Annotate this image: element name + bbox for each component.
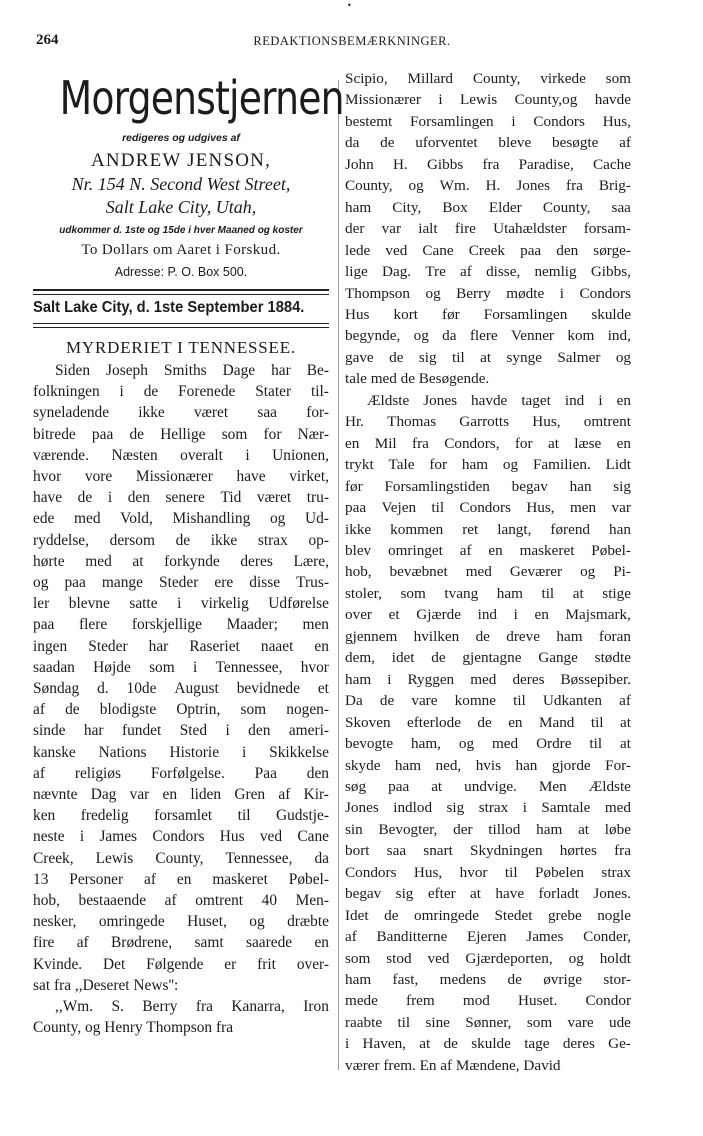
masthead-rules (33, 289, 329, 295)
text-line: bort saa snart Skydningen hørtes fra (345, 842, 631, 860)
masthead-schedule: udkommer d. 1ste og 15de i hver Maaned og koster (59, 225, 303, 236)
column-divider (338, 80, 339, 1070)
text-line: af religiøs Forfølgelse. Paa den (33, 764, 329, 782)
text-line: i Haven, at de skulde tage deres Ge- (345, 1035, 631, 1053)
masthead-address-2: Salt Lake City, Utah, (105, 197, 257, 217)
text-line: County, og Henry Thompson fra (33, 1019, 234, 1037)
text-line: Søndag d. 10de August bevidnede et (33, 680, 329, 698)
text-line: ryddelse, dersom de ikke strax op- (33, 531, 329, 549)
text-line: hob, bestaaende af omtrent 40 Men- (33, 892, 329, 910)
rule-line (33, 323, 329, 324)
article-heading: MYRDERIET I TENNESSEE. (66, 338, 296, 357)
text-line: Thompson og Berry mødte i Condors (345, 284, 631, 302)
rule-line (33, 294, 329, 295)
masthead-price: To Dollars om Aaret i Forskud. (81, 242, 281, 258)
dateline: Salt Lake City, d. 1ste September 1884. (33, 299, 305, 316)
text-line: nesker, omringede Huset, og dræbte (33, 913, 329, 931)
masthead-postal-address: Adresse: P. O. Box 500. (114, 265, 248, 279)
text-line: lede ved Cane Creek paa den sørge- (345, 241, 631, 259)
text-line: Skoven efterlode de en Mand til at (345, 713, 631, 731)
text-line: County, og Wm. H. Jones fra Brig- (345, 177, 631, 195)
article-body-left (33, 360, 329, 1039)
text-line: værende. Næsten overalt i Unionen, (33, 446, 329, 464)
text-line: sin Bevogter, der tillod ham at løbe (345, 820, 631, 838)
text-line: Creek, Lewis County, Tennessee, da (33, 849, 329, 867)
text-line: af Banditterne Ejeren James Conder, (345, 928, 631, 946)
running-title: REDAKTIONSBEMÆRKNINGER. (253, 34, 451, 48)
text-line: der var ialt fire Utahældster forsam- (345, 220, 631, 238)
text-line: nævnte Dag var en liden Gren af Kir- (33, 786, 329, 804)
text-line: mede frem mod Huset. Condor (345, 992, 631, 1010)
text-line: en Mil fra Condors, for at læse en (345, 434, 631, 452)
text-line: neste i James Condors Hus ved Cane (33, 828, 329, 846)
page-number: 264 (36, 32, 59, 48)
masthead-address-1: Nr. 154 N. Second West Street, (71, 174, 291, 194)
text-line: Scipio, Millard County, virkede som (345, 70, 631, 87)
rule-line (33, 289, 329, 291)
text-line: skyde ham ned, hvis han gjorde For- (345, 756, 631, 774)
text-line: bitrede paa de Hellige som for Nær- (33, 425, 329, 443)
text-line: da de uforventet bleve besøgte af (345, 134, 631, 152)
text-line: tale med de Besøgende. (345, 370, 490, 388)
text-line: gave de sig til at synge Salmer og (345, 348, 631, 366)
text-line: ingen Steder har Raseriet naaet en (33, 637, 329, 655)
text-line: Idet de omringede Stedet grebe nogle (345, 906, 631, 924)
text-line: Siden Joseph Smiths Dage har Be- (55, 362, 329, 379)
text-line: Hr. Thomas Garrotts Hus, omtrent (345, 413, 631, 431)
text-line: ikke kommen ret langt, førend han (345, 520, 631, 538)
text-line: bestemt Forsamlingen i Condors Hus, (345, 112, 631, 130)
text-line: have de i den senere Tid været tru- (33, 489, 329, 507)
rule-line (33, 327, 329, 328)
text-line: John H. Gibbs fra Paradise, Cache (345, 155, 631, 173)
text-line: blev omringet af en maskeret Pøbel- (345, 541, 631, 559)
text-line: Kvinde. Det Følgende er frit over- (33, 955, 329, 973)
text-line: folkningen i de Forenede Stater til- (33, 383, 329, 401)
text-line: Condors Hus, hvor til Pøbelen strax (345, 863, 631, 881)
article-body-right (345, 68, 631, 1076)
text-line: ede med Vold, Mishandling og Ud- (33, 510, 329, 528)
text-line: Jones indlod sig strax i Samtale med (345, 799, 631, 817)
text-line: ham i Ryggen med deres Bøssepiber. (345, 670, 631, 688)
right-column (345, 68, 631, 1076)
text-line: trykt Tale for ham og Familien. Lidt (345, 456, 631, 474)
text-line: lige Dag. Tre af disse, nemlig Gibbs, (345, 263, 631, 281)
text-line: over et Gjærde ind i en Majsmark, (345, 606, 631, 624)
text-line: saadan Højde som i Tennessee, hvor (33, 658, 329, 676)
text-line: før Forsamlingstiden begav han sig (345, 477, 631, 495)
masthead-editor: ANDREW JENSON, (90, 150, 272, 171)
text-line: Missionærer i Lewis County,og havde (345, 91, 631, 109)
text-line: hørte med at forkynde deres Lære, (33, 552, 329, 570)
text-line: paa flere forskjellige Maader; men (33, 616, 329, 634)
masthead-edited-by: redigeres og udgives af (122, 132, 240, 144)
text-line: kanske Nations Historie i Skikkelse (33, 743, 329, 761)
text-line: som stod ved Gjærdeporten, og holdt (345, 949, 631, 967)
text-line: hvor vore Missionærer have virket, (33, 468, 329, 486)
text-line: søg paa at undvige. Men Ældste (345, 777, 631, 795)
text-line: gjennem hvilken de dreve ham foran (345, 627, 631, 645)
text-line: Ældste Jones havde taget ind i en (367, 391, 631, 409)
text-line: ham City, Box Elder County, saa (345, 198, 631, 216)
text-line: syneladende ikke været saa for- (33, 404, 329, 422)
text-line: ham fast, medens de øvrige stor- (345, 971, 631, 989)
masthead-title: Morgenstjernen (59, 71, 344, 125)
text-line: sinde har fundet Sted i den ameri- (33, 722, 329, 740)
text-line: stoler, som tvang ham til at stige (345, 584, 631, 602)
text-line: fire af Brødrene, samt saarede en (33, 934, 329, 952)
left-column (33, 68, 344, 1039)
text-line: og paa mange Steder ere disse Trus- (33, 574, 329, 592)
page-header (36, 32, 668, 52)
text-line: ken fredelig forsamlet til Gudstje- (33, 807, 329, 825)
text-line: bevogte ham, og med Ordre til at (345, 735, 631, 753)
text-line: værer frem. En af Mændene, David (345, 1056, 561, 1074)
text-line: hob, bevæbnet med Geværer og Pi- (345, 563, 631, 581)
text-line: 13 Personer af en maskeret Pøbel- (33, 870, 329, 888)
top-mark: • (347, 1, 352, 10)
text-line: dem, idet de gjentagne Gange stødte (345, 649, 631, 667)
text-line: Da de vare komne til Udkanten af (345, 692, 631, 710)
text-line: ,,Wm. S. Berry fra Kanarra, Iron (55, 998, 329, 1016)
text-line: Hus kort før Forsamlingen skulde (345, 305, 631, 323)
text-line: begav sig efter at have forladt Jones. (345, 885, 631, 903)
text-line: ler blevne satte i virkelig Udførelse (33, 595, 329, 613)
text-line: paa Vejen til Condors Hus, men var (345, 499, 631, 517)
text-line: raabte til sine Sønner, som vare ude (345, 1013, 631, 1031)
text-line: begynde, og da flere Venner kom ind, (345, 327, 631, 345)
text-line: sat fra ,,Deseret News'': (33, 976, 179, 994)
text-line: af de blodigste Optrin, som nogen- (33, 701, 329, 719)
